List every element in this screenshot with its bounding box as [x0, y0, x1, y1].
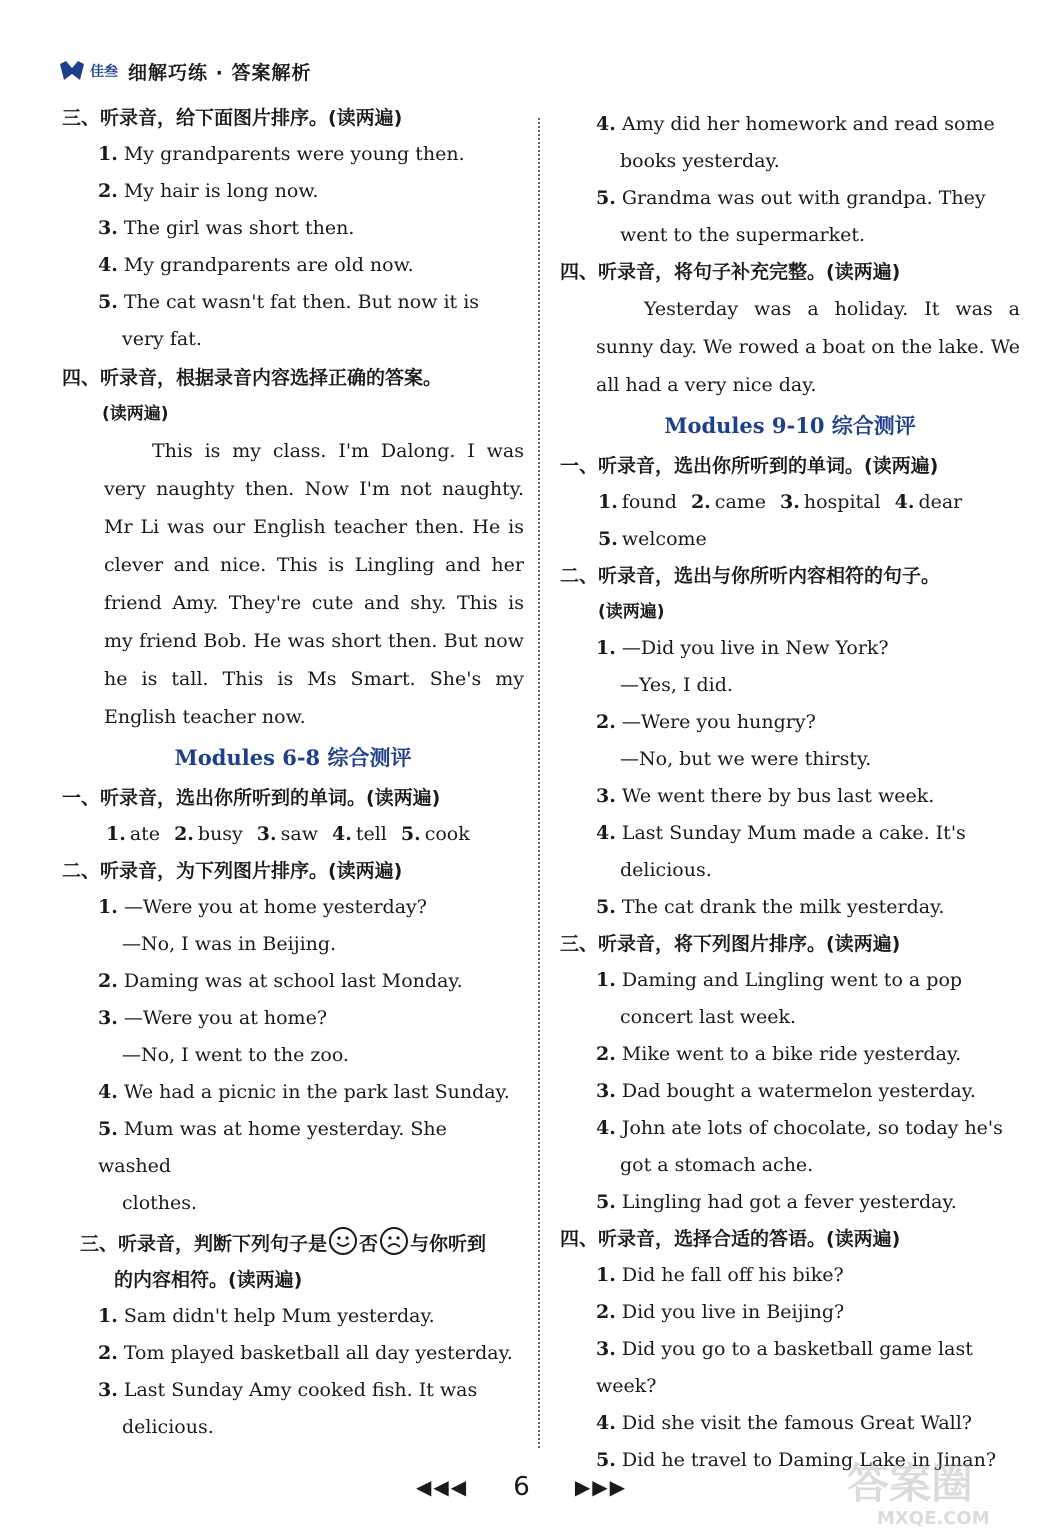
list-item — [560, 962, 1020, 999]
item-text: Last Sunday Amy cooked fish. It was — [123, 1379, 478, 1401]
heading-part: 否 — [359, 1233, 379, 1255]
module-title — [62, 736, 524, 780]
item-text: My grandparents are old now. — [123, 254, 414, 276]
list-item — [560, 1405, 1020, 1442]
list-item — [560, 106, 1020, 143]
item-number: 5. — [596, 896, 616, 918]
prev-arrows-icon: ◀◀◀ — [415, 1475, 469, 1499]
section-heading — [62, 1226, 524, 1262]
item-number: 5. — [596, 1191, 616, 1213]
word-item — [895, 491, 963, 513]
item-text: The girl was short then. — [123, 217, 355, 239]
list-item — [560, 1257, 1020, 1294]
item-number: 1. — [98, 896, 118, 918]
section-heading: 四、听录音，根据录音内容选择正确的答案。 — [62, 367, 443, 389]
item-number: 3. — [596, 785, 616, 807]
word-item — [174, 823, 243, 845]
word-item — [106, 823, 160, 845]
item-text: welcome — [621, 528, 707, 550]
column-divider — [538, 118, 540, 1448]
page-number: 6 — [513, 1472, 530, 1502]
item-number: 1. — [98, 143, 118, 165]
word-item — [691, 491, 766, 513]
item-number: 2. — [690, 491, 711, 513]
item-number: 4. — [596, 1117, 616, 1139]
list-item — [62, 1074, 524, 1111]
item-text: Mike went to a bike ride yesterday. — [621, 1043, 962, 1065]
item-number: 5. — [400, 823, 421, 845]
word-item — [332, 823, 387, 845]
list-item — [62, 173, 524, 210]
listening-passage: This is my class. I'm Dalong. I was very naughty then. Now I'm not naughty. Mr Li was our English teacher then. He is clever and nice. This is Lingling and her friend Amy. They're cute and shy. This is my friend Bob. He was short then. But now he is tall. This is Ms Smart. She's my English teacher now. — [104, 440, 524, 728]
list-item — [62, 1000, 524, 1037]
item-text: —Were you hungry? — [621, 711, 816, 733]
list-item — [62, 247, 524, 284]
section-subheading: (读两遍) — [102, 404, 169, 424]
item-number: 1. — [596, 1264, 616, 1286]
item-text: Lingling had got a fever yesterday. — [621, 1191, 957, 1213]
item-number: 4. — [894, 491, 915, 513]
item-number: 4. — [596, 113, 616, 135]
list-item — [62, 889, 524, 926]
item-text: My hair is long now. — [123, 180, 319, 202]
item-text: Tom played basketball all day yesterday. — [123, 1342, 513, 1364]
item-text: Grandma was out with grandpa. They — [621, 187, 986, 209]
logo-text: 佳叁 — [90, 64, 118, 80]
section-heading: 一、听录音，选出你所听到的单词。(读两遍) — [62, 787, 441, 809]
item-text: The cat wasn't fat then. But now it is — [123, 291, 480, 313]
item-text: We had a picnic in the park last Sunday. — [123, 1081, 510, 1103]
list-item — [62, 284, 524, 321]
module-title-cn: 综合测评 — [831, 414, 916, 438]
item-number: 4. — [596, 1412, 616, 1434]
item-number: 1. — [598, 491, 618, 513]
list-item — [560, 815, 1020, 852]
list-item — [62, 963, 524, 1000]
section-heading-line2: 的内容相符。(读两遍) — [114, 1269, 303, 1291]
item-continuation: —No, I went to the zoo. — [122, 1044, 349, 1066]
sad-face-icon — [380, 1227, 408, 1255]
item-number: 2. — [596, 1043, 616, 1065]
right-column — [560, 106, 1020, 1479]
item-number: 5. — [596, 187, 616, 209]
item-text: Daming and Lingling went to a pop — [621, 969, 963, 991]
item-text: We went there by bus last week. — [621, 785, 935, 807]
item-number: 4. — [331, 823, 352, 845]
section-heading: 二、听录音，为下列图片排序。(读两遍) — [62, 860, 403, 882]
item-continuation: delicious. — [620, 859, 712, 881]
page-header — [58, 54, 311, 88]
answer-list — [560, 962, 1020, 1221]
item-text: Did she visit the famous Great Wall? — [621, 1412, 972, 1434]
item-number: 3. — [98, 1379, 118, 1401]
item-text: busy — [197, 823, 243, 845]
item-text: —Did you live in New York? — [621, 637, 889, 659]
item-number: 1. — [106, 823, 126, 845]
list-item — [560, 889, 1020, 926]
book-logo-icon — [58, 60, 86, 82]
item-continuation: got a stomach ache. — [620, 1154, 814, 1176]
item-text: The cat drank the milk yesterday. — [621, 896, 945, 918]
item-text: Mum was at home yesterday. She washed — [98, 1118, 447, 1177]
item-text: Did he fall off his bike? — [621, 1264, 844, 1286]
item-number: 2. — [98, 1342, 118, 1364]
item-text: cook — [424, 823, 470, 845]
list-item — [560, 1331, 1020, 1405]
item-continuation: concert last week. — [620, 1006, 797, 1028]
item-text: came — [714, 491, 767, 513]
item-number: 5. — [596, 1449, 616, 1471]
item-continuation: —No, but we were thirsty. — [620, 748, 872, 770]
list-item — [62, 1372, 524, 1409]
item-continuation: delicious. — [122, 1416, 214, 1438]
item-text: tell — [355, 823, 387, 845]
word-item — [598, 528, 707, 550]
brand-logo — [58, 60, 128, 82]
listening-passage: Yesterday was a holiday. It was a sunny day. We rowed a boat on the lake. We all had a very nice day. — [596, 298, 1020, 396]
list-item — [62, 1111, 524, 1185]
answer-list — [560, 1257, 1020, 1479]
item-number: 2. — [98, 970, 118, 992]
item-number: 3. — [596, 1080, 616, 1102]
list-item — [560, 1110, 1020, 1147]
item-number: 5. — [98, 1118, 118, 1140]
item-text: Daming was at school last Monday. — [123, 970, 463, 992]
word-item — [780, 491, 881, 513]
item-text: Did he travel to Daming Lake in Jinan? — [621, 1449, 996, 1471]
item-number: 2. — [98, 180, 118, 202]
item-number: 4. — [98, 1081, 118, 1103]
list-item — [62, 210, 524, 247]
item-text: Did you live in Beijing? — [621, 1301, 845, 1323]
item-text: dear — [918, 491, 963, 513]
item-text: hospital — [803, 491, 881, 513]
word-item — [257, 823, 318, 845]
list-item — [62, 1335, 524, 1372]
item-number: 3. — [256, 823, 277, 845]
header-title: 细解巧练 · 答案解析 — [128, 61, 312, 84]
list-item — [560, 1294, 1020, 1331]
heading-part: 三、听录音，判断下列句子是 — [80, 1233, 328, 1255]
item-continuation: —No, I was in Beijing. — [122, 933, 337, 955]
section-heading: 二、听录音，选出与你所听内容相符的句子。 — [560, 565, 941, 587]
list-item — [560, 1036, 1020, 1073]
list-item — [560, 1184, 1020, 1221]
item-number: 2. — [596, 1301, 616, 1323]
word-item — [598, 491, 677, 513]
item-text: My grandparents were young then. — [123, 143, 465, 165]
item-text: Last Sunday Mum made a cake. It's — [621, 822, 966, 844]
item-number: 3. — [596, 1338, 616, 1360]
item-continuation: —Yes, I did. — [620, 674, 733, 696]
module-title-cn: 综合测评 — [327, 746, 412, 770]
watermark-sub: MXQE.COM — [877, 1508, 990, 1529]
answer-list — [560, 106, 1020, 254]
smiley-face-icon — [329, 1227, 357, 1255]
list-item — [560, 778, 1020, 815]
module-title-en: Modules 6-8 — [174, 745, 321, 770]
item-number: 2. — [174, 823, 194, 845]
item-continuation: clothes. — [122, 1192, 198, 1214]
item-number: 5. — [98, 291, 118, 313]
list-item — [560, 1073, 1020, 1110]
item-number: 5. — [598, 528, 618, 550]
item-number: 3. — [98, 1007, 118, 1029]
word-list — [62, 816, 524, 853]
item-text: found — [621, 491, 677, 513]
answer-list — [62, 136, 524, 358]
word-item — [401, 823, 470, 845]
item-text: Dad bought a watermelon yesterday. — [621, 1080, 976, 1102]
watermark-logo — [837, 1450, 1027, 1530]
item-number: 4. — [98, 254, 118, 276]
item-continuation: went to the supermarket. — [620, 224, 866, 246]
list-item — [560, 630, 1020, 667]
module-title — [560, 404, 1020, 448]
item-number: 1. — [596, 969, 616, 991]
module-title-en: Modules 9-10 — [664, 413, 825, 438]
watermark-text: 答案圈 — [847, 1459, 974, 1508]
left-column — [62, 100, 524, 1446]
item-number: 4. — [596, 822, 616, 844]
item-number: 3. — [98, 217, 118, 239]
next-arrows-icon: ▶▶▶ — [574, 1475, 628, 1499]
item-number: 1. — [98, 1305, 118, 1327]
word-list-line2 — [560, 521, 1020, 558]
item-number: 3. — [780, 491, 800, 513]
answer-list — [62, 1298, 524, 1446]
heading-part: 与你听到 — [410, 1233, 487, 1255]
item-number: 2. — [596, 711, 616, 733]
item-text: Did you go to a basketball game last week? — [596, 1338, 973, 1397]
list-item — [560, 180, 1020, 217]
list-item — [560, 704, 1020, 741]
list-item — [62, 1298, 524, 1335]
item-number: 1. — [596, 637, 616, 659]
item-text: —Were you at home yesterday? — [123, 896, 427, 918]
item-continuation: very fat. — [122, 328, 202, 350]
item-text: ate — [129, 823, 161, 845]
item-text: Amy did her homework and read some — [621, 113, 995, 135]
section-heading: 三、听录音，给下面图片排序。(读两遍) — [62, 107, 403, 129]
word-list — [560, 484, 1020, 521]
item-text: saw — [280, 823, 318, 845]
item-continuation: books yesterday. — [620, 150, 780, 172]
item-text: Sam didn't help Mum yesterday. — [123, 1305, 435, 1327]
answer-list — [62, 889, 524, 1222]
section-subheading: (读两遍) — [598, 602, 665, 622]
answer-list — [560, 630, 1020, 926]
section-heading: 四、听录音，选择合适的答语。(读两遍) — [560, 1228, 901, 1250]
section-heading: 四、听录音，将句子补充完整。(读两遍) — [560, 261, 901, 283]
section-heading: 三、听录音，将下列图片排序。(读两遍) — [560, 933, 901, 955]
section-heading: 一、听录音，选出你所听到的单词。(读两遍) — [560, 455, 939, 477]
list-item — [62, 136, 524, 173]
item-text: John ate lots of chocolate, so today he's — [621, 1117, 1003, 1139]
item-text: —Were you at home? — [123, 1007, 328, 1029]
